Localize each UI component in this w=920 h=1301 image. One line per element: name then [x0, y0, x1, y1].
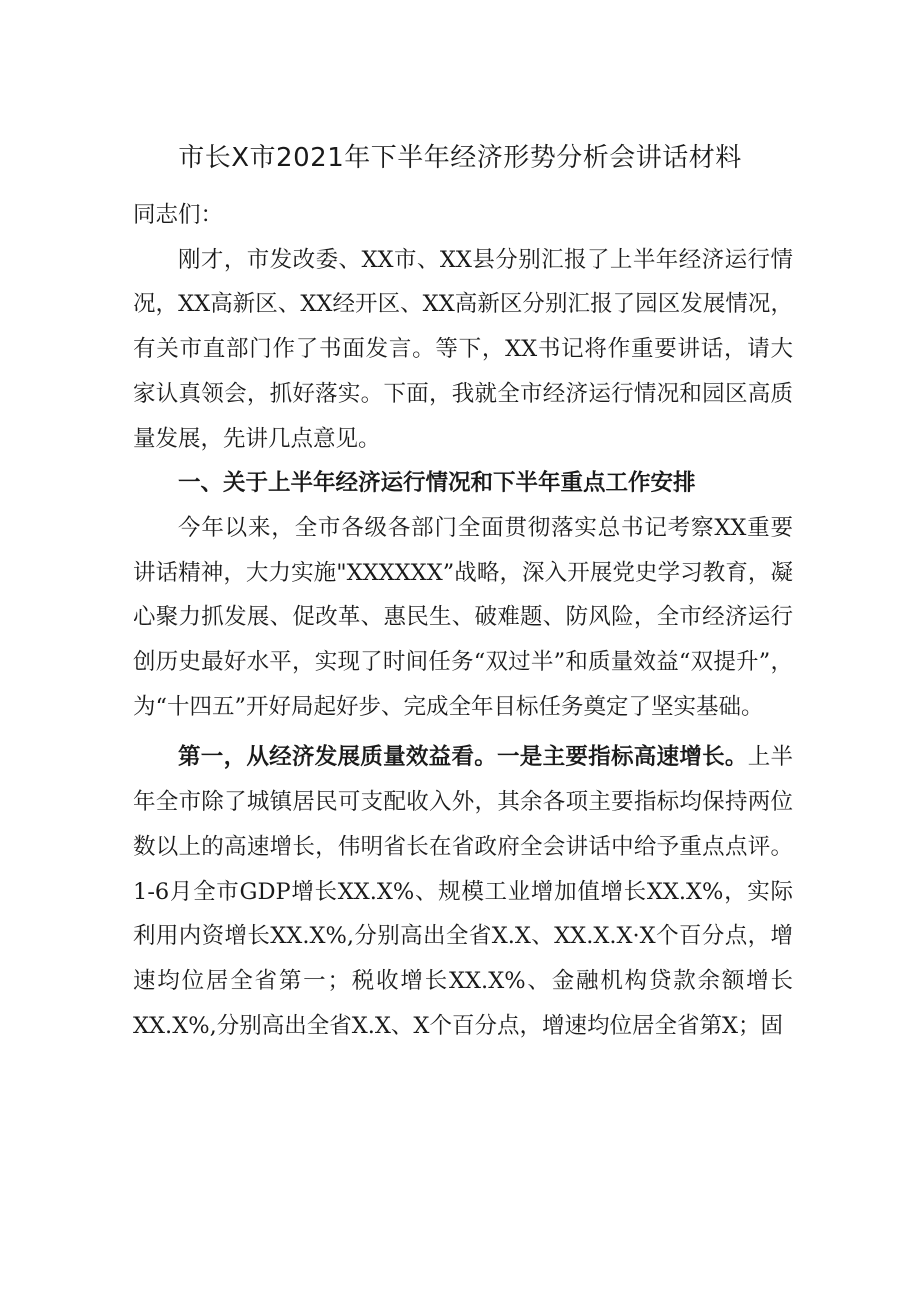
section-heading-1: 一、关于上半年经济运行情况和下半年重点工作安排	[178, 470, 696, 497]
paragraph-overview: 今年以来，全市各级各部门全面贯彻落实总书记考察XX重要讲话精神，大力实施"XXXXXX”战略，深入开展党史学习教育，凝心聚力抓发展、促改革、惠民生、破难题、防风险，全市经济运行创历史最好水平，实现了时间任务“双过半”和质量效益“双提升”，为“十四五”开好局起好步、完成全年目标任务奠定了坚实基础。	[133, 514, 793, 720]
first-point-text: 上半年全市除了城镇居民可支配收入外，其余各项主要指标均保持两位数以上的高速增长，伟明省长在省政府全会讲话中给予重点点评。1-6月全市GDP增长XX.X%、规模工业增加值增长XX.X%，实际利用内资增长XX.X%,分别高出全省X.X、XX.X.X·X个百分点，增速均位居全省第一；税收增长XX.X%、金融机构贷款余额增长XX.X%,分别高出全省X.X、X个百分点，增速均位居全省第X；固	[133, 744, 793, 1039]
paragraph-first-point	[133, 735, 793, 1048]
document-body	[133, 193, 793, 1048]
first-point-lead: 第一，从经济发展质量效益看。一是主要指标高速增长。	[178, 744, 748, 771]
salutation: 同志们：	[133, 202, 224, 228]
paragraph-intro: 刚才，市发改委、XX市、XX县分别汇报了上半年经济运行情况，XX高新区、XX经开区、XX高新区分别汇报了园区发展情况，有关市直部门作了书面发言。等下，XX书记将作重要讲话，请大家认真领会，抓好落实。下面，我就全市经济运行情况和园区高质量发展，先讲几点意见。	[133, 246, 793, 452]
document-title: 市长X市2021年下半年经济形势分析会讲话材料	[178, 143, 742, 173]
